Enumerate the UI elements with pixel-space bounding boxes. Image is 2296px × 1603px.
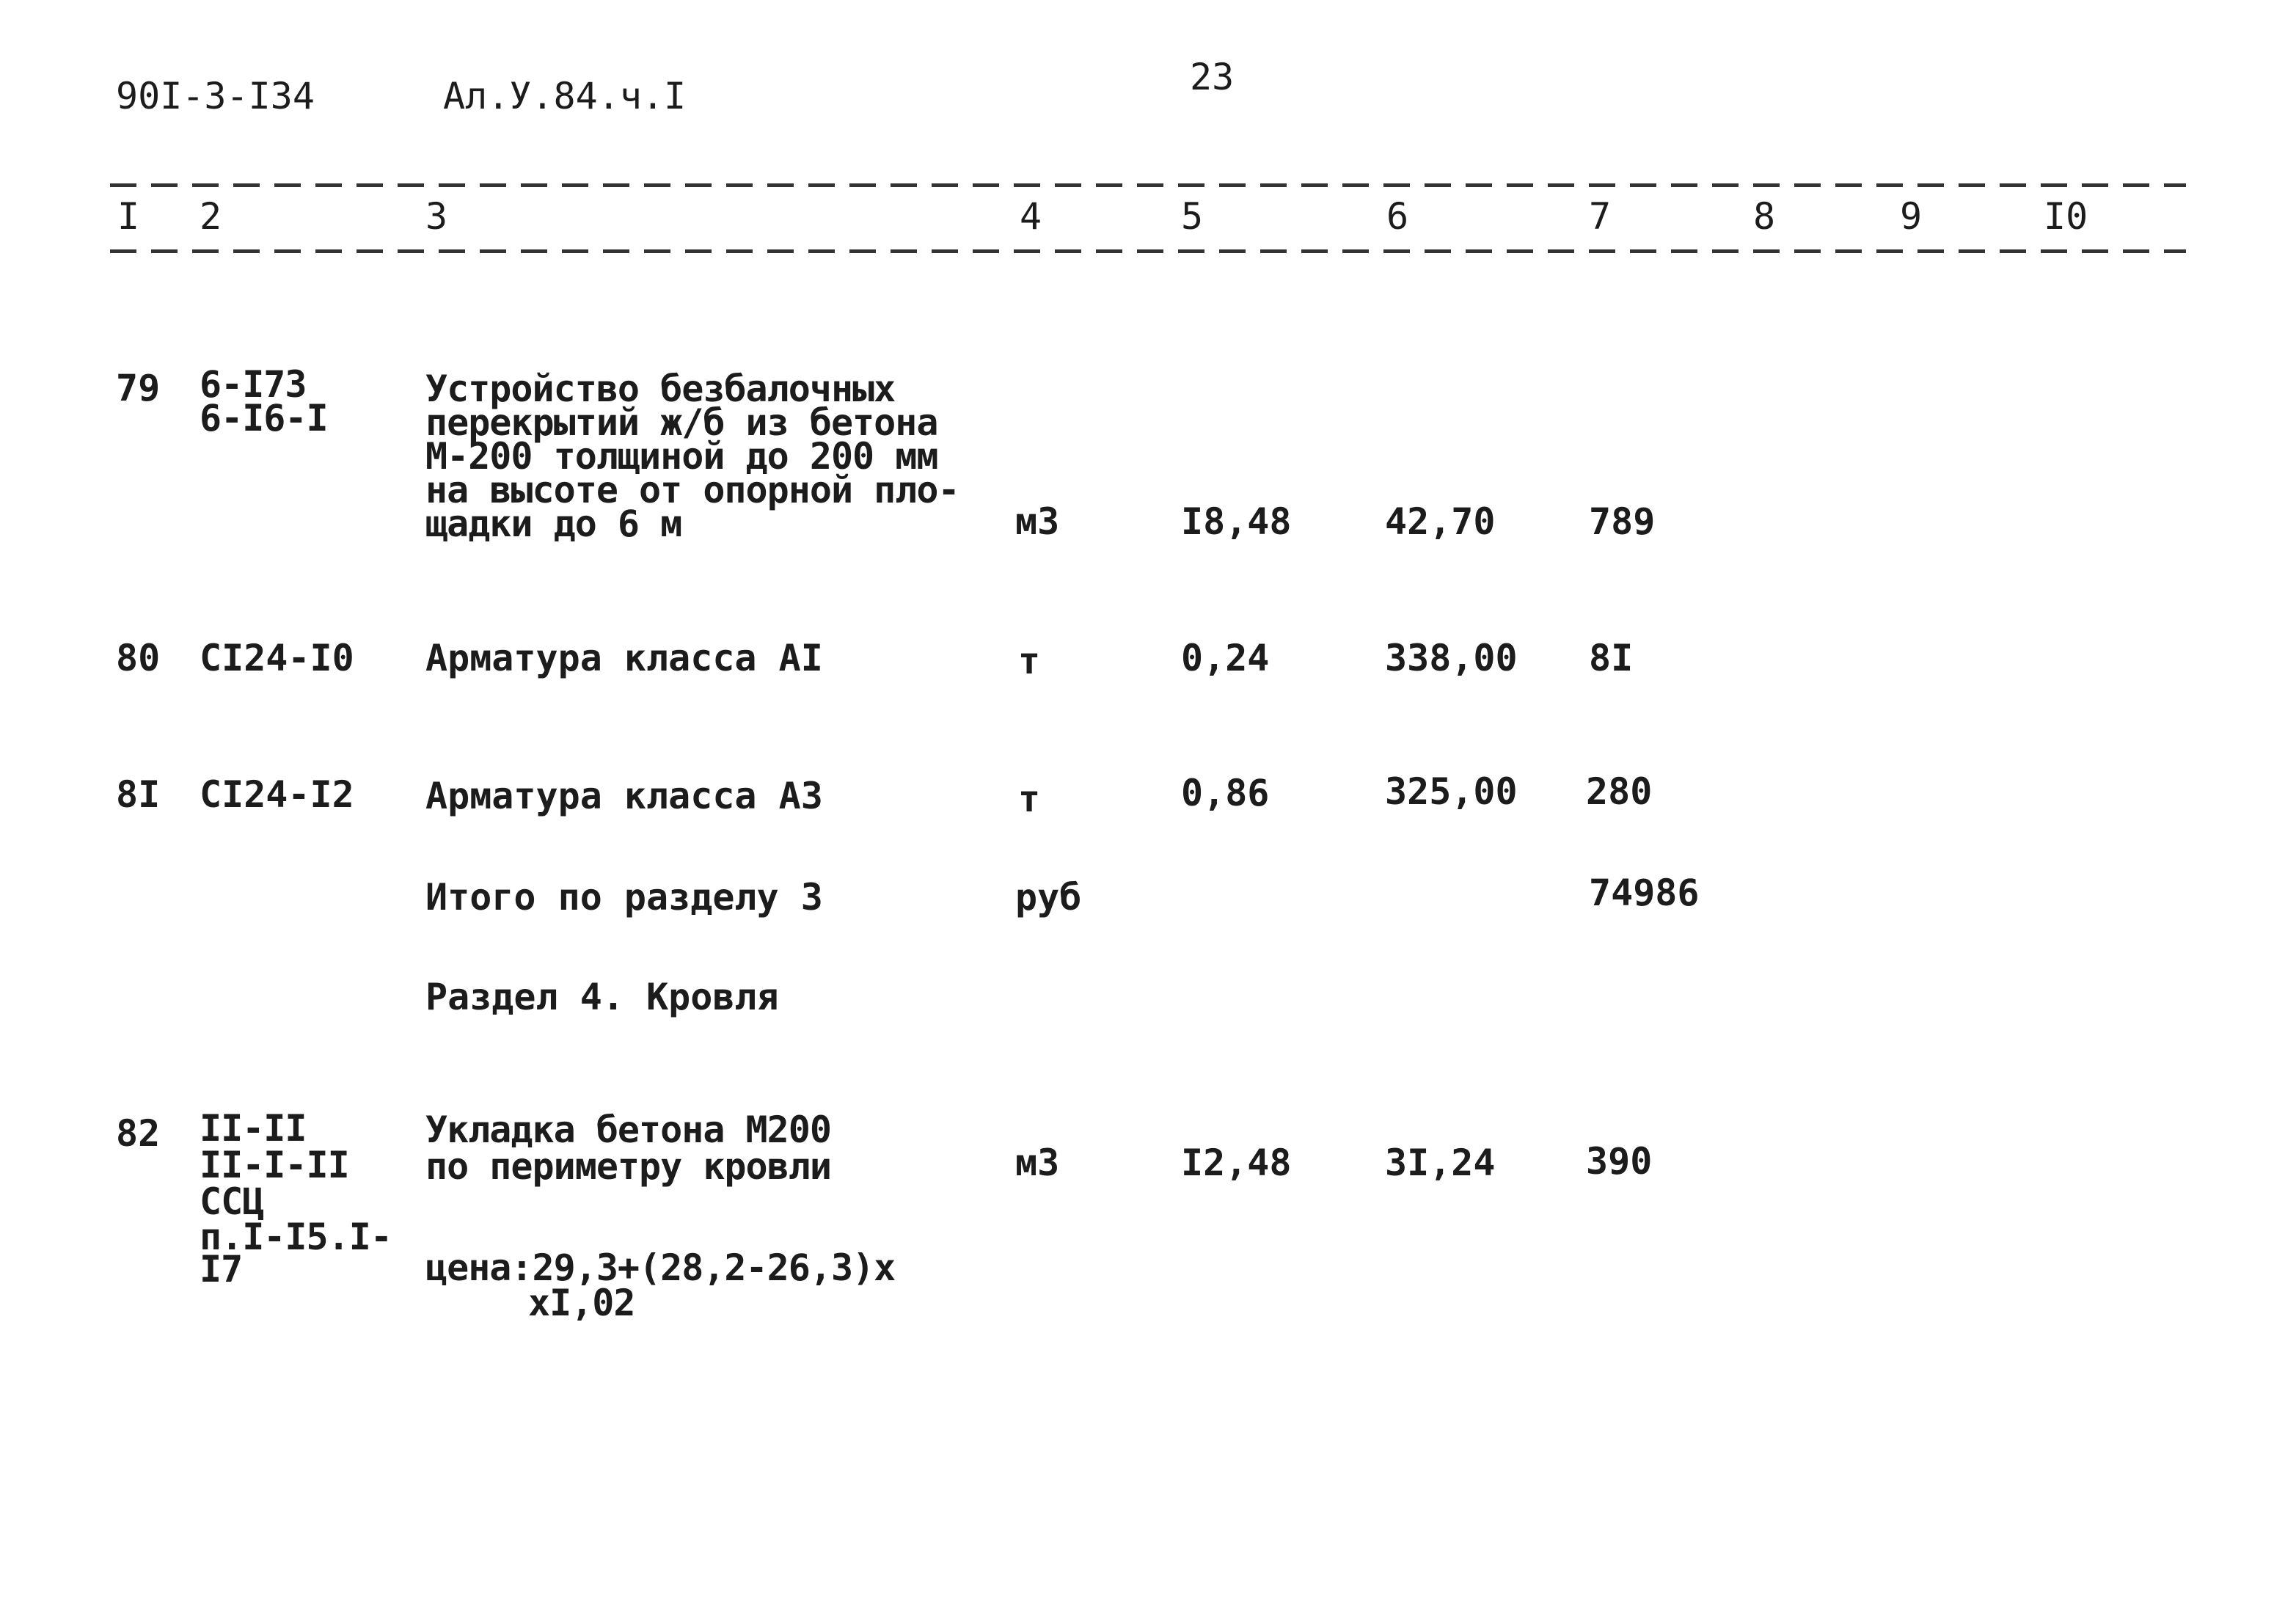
unit: руб — [1015, 876, 1082, 919]
total-cost: 789 — [1589, 500, 1656, 543]
column-header-1: I — [117, 195, 140, 238]
column-header-2: 2 — [200, 195, 222, 238]
rate-code-line: CI24-I0 — [200, 637, 354, 679]
work-description-line: на высоте от опорной пло- — [425, 469, 959, 511]
unit-price: 338,00 — [1385, 637, 1518, 679]
header-bottom-rule — [110, 249, 2186, 253]
unit-price: 3I,24 — [1385, 1142, 1496, 1184]
unit: м3 — [1015, 1142, 1060, 1184]
work-description-line: Арматура класса AI — [425, 637, 823, 679]
work-description-line: перекрытий ж/б из бетона — [425, 401, 938, 444]
rate-code-line: 6-I6-I — [200, 397, 328, 439]
quantity: I2,48 — [1181, 1142, 1292, 1184]
section-total-value: 74986 — [1589, 872, 1700, 914]
unit: т — [1018, 640, 1041, 682]
column-header-8: 8 — [1753, 195, 1776, 238]
total-cost: 280 — [1586, 770, 1653, 813]
work-description-line: Арматура класса А3 — [425, 775, 823, 817]
quantity: 0,24 — [1181, 637, 1270, 679]
work-description-line: Устройство безбалочных — [425, 368, 896, 410]
row-number: 8I — [116, 773, 161, 816]
column-header-3: 3 — [425, 195, 448, 238]
section-total-label: Итого по разделу 3 — [425, 876, 823, 919]
price-formula-line: хI,02 — [528, 1282, 635, 1324]
rate-code-line: II-I-II — [200, 1144, 349, 1186]
document-code: 90I-3-I34 — [116, 75, 315, 117]
row-number: 80 — [116, 637, 161, 679]
header-top-rule — [110, 183, 2186, 187]
rate-code-line: п.I-I5.I- — [200, 1216, 392, 1258]
rate-code-line: CI24-I2 — [200, 773, 354, 816]
rate-code-line: II-II — [200, 1107, 307, 1150]
album-reference: Ал.У.84.ч.I — [443, 75, 687, 117]
work-description-line: Укладка бетона М200 — [425, 1109, 831, 1151]
rate-code-line: ССЦ — [200, 1180, 264, 1223]
column-header-4: 4 — [1020, 195, 1042, 238]
column-header-7: 7 — [1589, 195, 1612, 238]
unit-price: 42,70 — [1385, 500, 1496, 543]
rate-code-line: 6-I73 — [200, 363, 307, 406]
work-description-line: щадки до 6 м — [425, 503, 682, 545]
rate-code-line: I7 — [200, 1248, 243, 1290]
quantity: I8,48 — [1181, 500, 1292, 543]
column-header-10: I0 — [2044, 195, 2088, 238]
total-cost: 8I — [1589, 637, 1634, 679]
total-cost: 390 — [1586, 1140, 1653, 1183]
section-heading: Раздел 4. Кровля — [425, 976, 779, 1018]
work-description-line: по периметру кровли — [425, 1145, 831, 1188]
work-description-line: М-200 толщиной до 200 мм — [425, 435, 938, 478]
row-number: 82 — [116, 1112, 161, 1155]
column-header-5: 5 — [1181, 195, 1204, 238]
quantity: 0,86 — [1181, 772, 1270, 814]
row-number: 79 — [116, 367, 161, 409]
column-header-9: 9 — [1900, 195, 1923, 238]
unit: т — [1018, 778, 1041, 820]
unit-price: 325,00 — [1385, 770, 1518, 813]
page-number: 23 — [1190, 56, 1235, 98]
column-header-6: 6 — [1386, 195, 1409, 238]
unit: м3 — [1015, 500, 1060, 543]
price-formula-line: цена:29,3+(28,2-26,3)х — [425, 1246, 896, 1289]
